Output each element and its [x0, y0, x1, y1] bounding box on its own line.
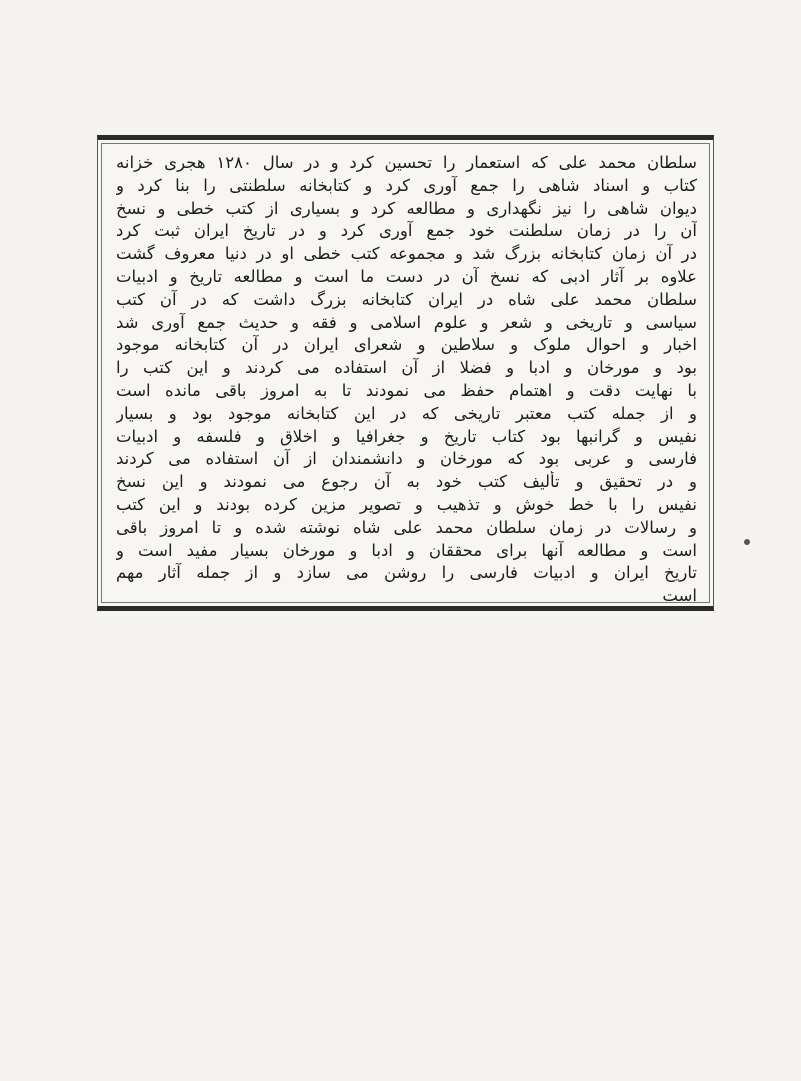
- text-line-2: کتاب و اسناد شاهی را جمع آوری کرد و کتابخانه سلطنتی را بنا کرد و: [116, 175, 697, 195]
- text-line-4: آن را در زمان سلطنت خود جمع آوری کرد و در تاریخ ایران ثبت کرد: [116, 221, 697, 241]
- persian-text-block: [116, 152, 697, 608]
- text-line-8: سیاسی و تاریخی و شعر و علوم اسلامی و فقه و حدیث جمع آوری شد: [116, 312, 697, 332]
- text-line-12: و از جمله کتب معتبر تاریخی که در این کتابخانه موجود بود و بسیار: [116, 403, 697, 423]
- text-line-9: اخبار و احوال ملوک و سلاطین و شعرای ایران در آن کتابخانه موجود: [116, 335, 697, 355]
- text-line-16: نفیس را با خط خوش و تذهیب و تصویر مزین کرده بودند و این کتب: [116, 494, 697, 514]
- text-line-11: با نهایت دقت و اهتمام حفظ می نمودند تا به امروز باقی مانده است: [116, 380, 697, 400]
- text-line-18: است و مطالعه آنها برای محققان و ادبا و مورخان بسیار مفید است و: [116, 540, 697, 560]
- margin-dot: [744, 539, 750, 545]
- text-line-20: است: [662, 586, 697, 606]
- text-line-6: علاوه بر آثار ادبی که نسخ آن در دست ما است و مطالعه تاریخ و ادبیات: [116, 266, 697, 286]
- text-line-14: فارسی و عربی بود که مورخان و دانشمندان از آن استفاده می کردند: [116, 449, 697, 469]
- text-line-7: سلطان محمد علی شاه در ایران کتابخانه بزرگ داشت که در آن کتب: [116, 289, 697, 309]
- text-line-5: در آن زمان کتابخانه بزرگ شد و مجموعه کتب خطی او در دنیا معروف گشت: [116, 244, 697, 264]
- text-line-13: نفیس و گرانبها بود کتاب تاریخ و جغرافیا و اخلاق و فلسفه و ادبیات: [116, 426, 697, 446]
- text-line-17: و رسالات در زمان سلطان محمد علی شاه نوشته شده و تا امروز باقی: [116, 517, 697, 537]
- text-line-10: بود و مورخان و ادبا و فضلا از آن استفاده می کردند و این کتب را: [116, 358, 697, 378]
- text-frame: [97, 135, 714, 611]
- text-line-19: تاریخ ایران و ادبیات فارسی را روشن می سازد و از جمله آثار مهم: [116, 563, 697, 583]
- text-line-1: سلطان محمد علی که استعمار را تحسین کرد و در سال ۱۲۸۰ هجری خزانه: [116, 153, 697, 172]
- text-line-3: دیوان شاهی را نیز نگهداری و مطالعه کرد و بسیاری از کتب خطی و نسخ: [116, 198, 697, 218]
- text-line-15: و در تحقیق و تألیف کتب خود به آن رجوع می نمودند و این نسخ: [116, 472, 697, 492]
